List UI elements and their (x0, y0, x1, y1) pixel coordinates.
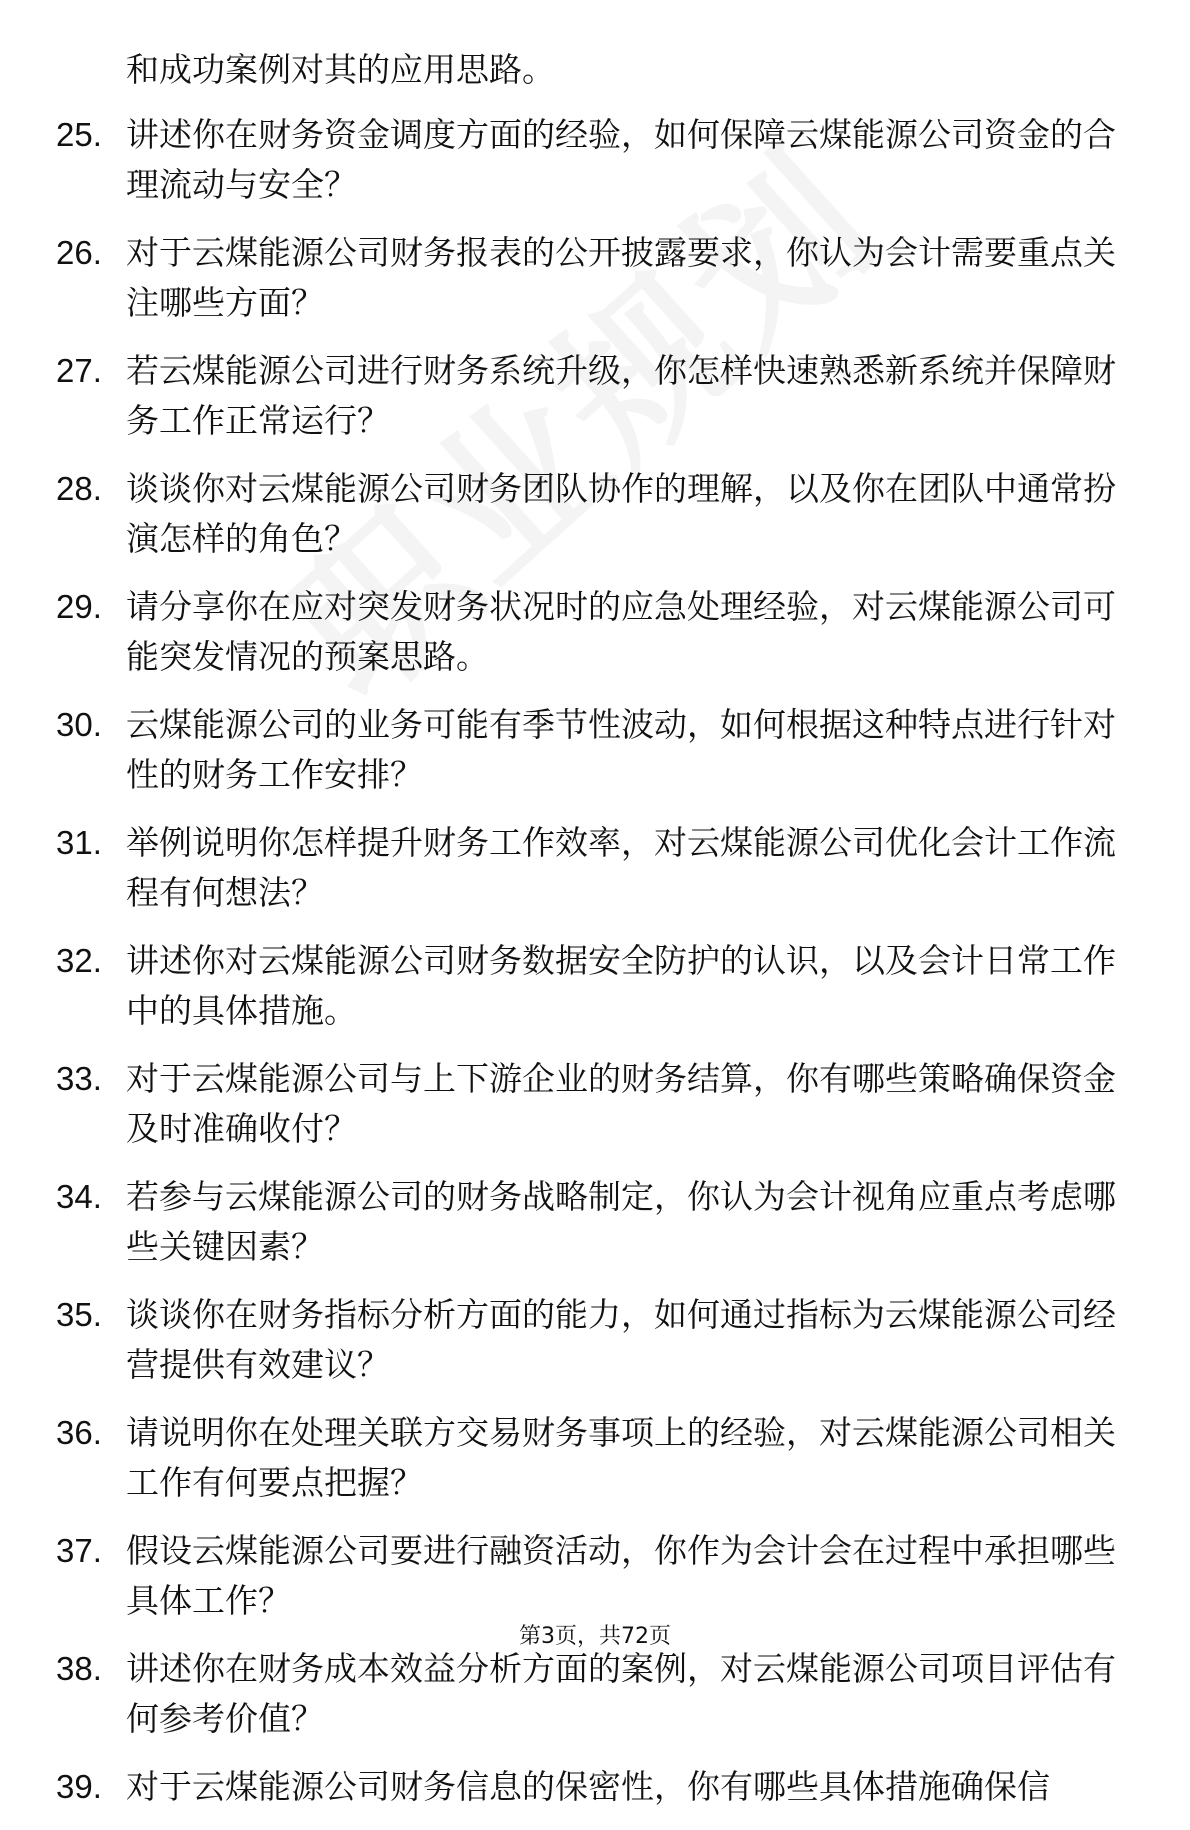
question-number: 39. (56, 1768, 102, 1805)
question-text: 对于云煤能源公司财务信息的保密性，你有哪些具体措施确保信 (126, 1767, 1050, 1806)
question-text: 讲述你对云煤能源公司财务数据安全防护的认识，以及会计日常工作中的具体措施。 (126, 941, 1116, 1030)
question-item (56, 818, 1136, 918)
question-text: 举例说明你怎样提升财务工作效率，对云煤能源公司优化会计工作流程有何想法？ (126, 823, 1116, 912)
question-number: 32. (56, 942, 102, 979)
question-item (56, 346, 1136, 446)
question-number: 28. (56, 470, 102, 507)
question-item (56, 1290, 1136, 1390)
question-text: 请分享你在应对突发财务状况时的应急处理经验，对云煤能源公司可能突发情况的预案思路。 (126, 587, 1116, 676)
question-number: 33. (56, 1060, 102, 1097)
question-text: 请说明你在处理关联方交易财务事项上的经验，对云煤能源公司相关工作有何要点把握？ (126, 1413, 1116, 1502)
question-number: 35. (56, 1296, 102, 1333)
question-text: 假设云煤能源公司要进行融资活动，你作为会计会在过程中承担哪些具体工作？ (126, 1531, 1116, 1620)
question-item (56, 1526, 1136, 1626)
question-item (56, 1054, 1136, 1154)
continuation-text: 和成功案例对其的应用思路。 (126, 50, 555, 89)
question-item (56, 582, 1136, 682)
question-number: 36. (56, 1414, 102, 1451)
question-item (56, 1644, 1136, 1744)
question-number: 38. (56, 1650, 102, 1687)
question-item (56, 110, 1136, 210)
question-text: 对于云煤能源公司与上下游企业的财务结算，你有哪些策略确保资金及时准确收付？ (126, 1059, 1116, 1148)
question-number: 31. (56, 824, 102, 861)
question-text: 云煤能源公司的业务可能有季节性波动，如何根据这种特点进行针对性的财务工作安排？ (126, 705, 1116, 794)
question-text: 谈谈你对云煤能源公司财务团队协作的理解，以及你在团队中通常扮演怎样的角色？ (126, 469, 1116, 558)
page-footer: 第3页，共72页 (519, 1624, 671, 1649)
question-number: 34. (56, 1178, 102, 1215)
question-number: 27. (56, 352, 102, 389)
question-text: 讲述你在财务资金调度方面的经验，如何保障云煤能源公司资金的合理流动与安全？ (126, 115, 1116, 204)
question-text: 讲述你在财务成本效益分析方面的案例，对云煤能源公司项目评估有何参考价值？ (126, 1649, 1116, 1738)
question-number: 37. (56, 1532, 102, 1569)
question-number: 30. (56, 706, 102, 743)
question-number: 26. (56, 234, 102, 271)
question-item (56, 228, 1136, 328)
question-item (56, 1172, 1136, 1272)
question-text: 谈谈你在财务指标分析方面的能力，如何通过指标为云煤能源公司经营提供有效建议？ (126, 1295, 1116, 1384)
question-list (56, 44, 1136, 1830)
question-text: 若参与云煤能源公司的财务战略制定，你认为会计视角应重点考虑哪些关键因素？ (126, 1177, 1116, 1266)
question-item (56, 936, 1136, 1036)
question-text: 若云煤能源公司进行财务系统升级，你怎样快速熟悉新系统并保障财务工作正常运行？ (126, 351, 1116, 440)
question-item (56, 464, 1136, 564)
question-item (56, 700, 1136, 800)
question-text: 对于云煤能源公司财务报表的公开披露要求，你认为会计需要重点关注哪些方面？ (126, 233, 1116, 322)
question-item (56, 1762, 1136, 1812)
question-number: 29. (56, 588, 102, 625)
question-item (56, 1408, 1136, 1508)
question-number: 25. (56, 116, 102, 153)
